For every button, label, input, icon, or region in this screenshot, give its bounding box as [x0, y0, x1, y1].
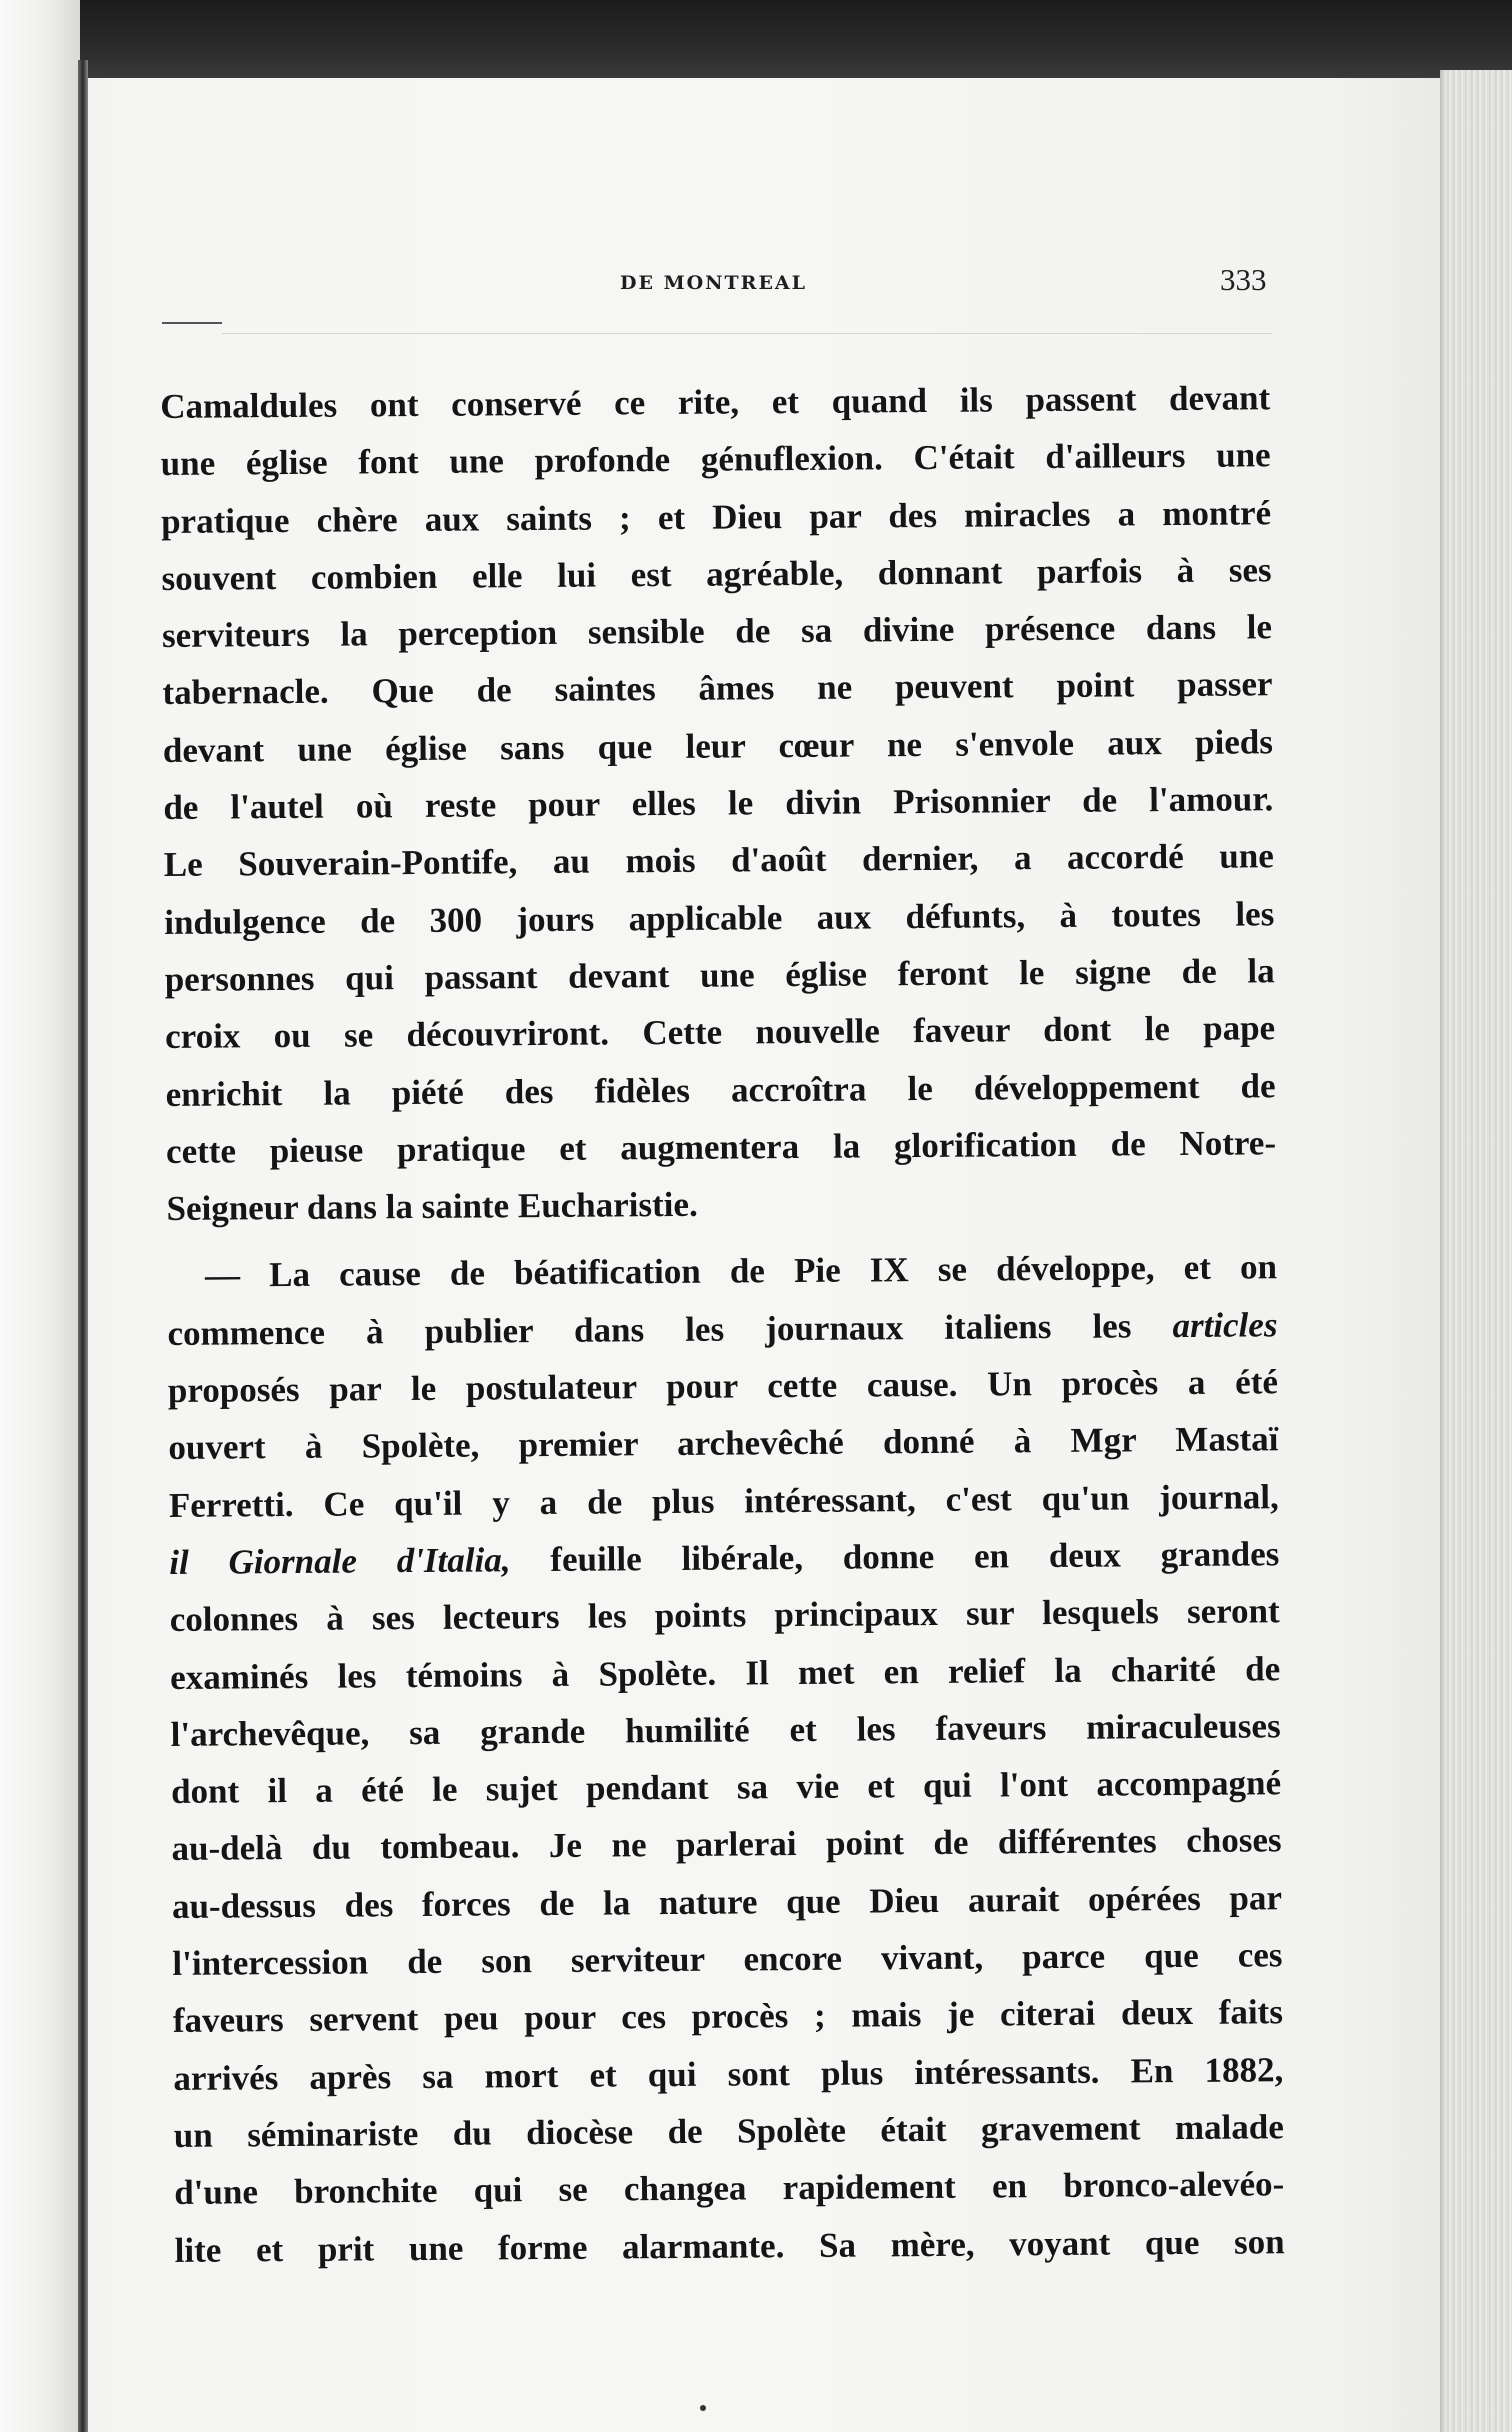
running-head: DE MONTREAL: [620, 272, 808, 294]
book-gutter: [78, 60, 88, 2432]
text-line: souvent combien elle lui est agréable, donnant parfois à ses: [161, 550, 1272, 598]
text-line: devant une église sans que leur cœur ne s'envole aux pieds: [162, 722, 1274, 770]
facing-page-edge: [0, 0, 80, 2432]
text-line: enrichit la piété des fidèles accroîtra le développement de: [165, 1065, 1276, 1114]
text-line: Ferretti. Ce qu'il y a de plus intéressant, c'est qu'un journal,: [168, 1476, 1279, 1525]
text-line: lite et prit une forme alarmante. Sa mère, voyant que son: [174, 2221, 1285, 2270]
text-line: au-delà du tombeau. Je ne parlerai point de différentes choses: [171, 1820, 1282, 1869]
text-line: au-dessus des forces de la nature que Dieu aurait opérées par: [171, 1877, 1283, 1926]
text-line: Seigneur dans la sainte Eucharistie.: [166, 1184, 698, 1229]
text-line: l'intercession de son serviteur encore vivant, parce que ces: [172, 1935, 1283, 1983]
text-line: pratique chère aux saints ; et Dieu par des miracles a montré: [160, 492, 1272, 541]
text-line: un séminariste du diocèse de Spolète était gravement malade: [173, 2107, 1284, 2155]
text-line: d'une bronchite qui se changea rapidement en bronco-alevéo-: [174, 2164, 1285, 2213]
text-line: — La cause de béatification de Pie IX se développe, et on: [204, 1247, 1278, 1296]
text-line: l'archevêque, sa grande humilité et les faveurs miraculeuses: [170, 1706, 1281, 1754]
scan-speck: [700, 2405, 706, 2411]
body-text: [160, 369, 1285, 2278]
text-line: arrivés après sa mort et qui sont plus intéressants. En 1882,: [173, 2049, 1284, 2098]
text-line: de l'autel où reste pour elles le divin Prisonnier de l'amour.: [163, 779, 1274, 828]
text-line: personnes qui passant devant une église feront le signe de la: [164, 951, 1275, 999]
text-line: proposés par le postulateur pour cette cause. Un procès a été: [167, 1362, 1279, 1411]
text-line: serviteurs la perception sensible de sa divine présence dans le: [161, 607, 1273, 656]
scan-top-border: [0, 0, 1512, 78]
text-line: Le Souverain-Pontife, au mois d'août dernier, a accordé une: [163, 836, 1274, 885]
text-line: dont il a été le sujet pendant sa vie et qui l'ont accompagné: [170, 1763, 1282, 1812]
text-line: ouvert à Spolète, premier archevêché donné à Mgr Mastaï: [168, 1419, 1279, 1468]
italic-newspaper-title: il Giornale d'Italia,: [169, 1540, 511, 1582]
page-number: 333: [1220, 262, 1267, 297]
page-stack-edge: [1440, 70, 1512, 2432]
text-line: faveurs servent peu pour ces procès ; mais je citerai deux faits: [172, 1992, 1284, 2041]
text-line: tabernacle. Que de saintes âmes ne peuvent point passer: [162, 664, 1273, 713]
text-line: colonnes à ses lecteurs les points principaux sur lesquels seront: [169, 1591, 1280, 1640]
text-fragment: feuille libérale, donne en deux grandes: [550, 1534, 1280, 1579]
text-fragment: commence à publier dans les journaux italiens les: [167, 1306, 1132, 1353]
text-line: Camaldules ont conservé ce rite, et quand ils passent devant: [160, 378, 1271, 426]
italic-term-articles: articles: [1172, 1305, 1278, 1345]
text-line: [167, 1296, 1277, 1362]
text-line: [169, 1525, 1279, 1591]
page-header: [160, 260, 1280, 300]
text-line: cette pieuse pratique et augmentera la glorification de Notre-: [165, 1123, 1277, 1171]
header-rule: [162, 322, 222, 324]
text-line: examinés les témoins à Spolète. Il met en relief la charité de: [170, 1648, 1281, 1697]
text-line: indulgence de 300 jours applicable aux défunts, à toutes les: [164, 893, 1275, 942]
text-line: une église font une profonde génuflexion. C'était d'ailleurs une: [160, 435, 1271, 484]
text-line: croix ou se découvriront. Cette nouvelle faveur dont le pape: [165, 1008, 1276, 1057]
header-rule-faint: [222, 333, 1272, 334]
